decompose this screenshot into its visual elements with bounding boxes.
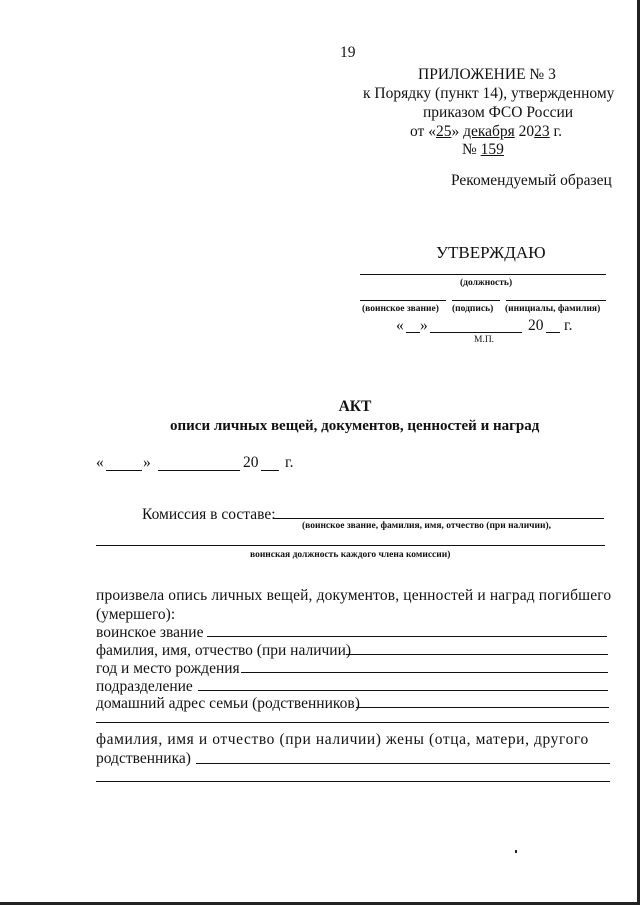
approval-date-open: «: [396, 317, 404, 334]
act-year-suffix: г.: [285, 454, 294, 471]
relative-extra-line: [96, 781, 610, 782]
order-date-prefix: от «: [410, 123, 436, 140]
act-month-line: [158, 470, 240, 471]
commission-line-1: [273, 518, 604, 519]
relative-line-1: фамилия, имя и отчество (при наличии) жены (отца, матери, другого: [96, 731, 589, 748]
position-line: [360, 274, 606, 275]
scan-speck: [515, 850, 517, 853]
position-caption: (должность): [460, 278, 513, 288]
approval-date-close: »: [420, 317, 428, 334]
approval-year-suffix: г.: [564, 317, 573, 334]
rank-caption: (воинское звание): [362, 304, 439, 314]
order-number-value: 159: [480, 141, 504, 158]
commission-caption-1: (воинское звание, фамилия, имя, отчество (при наличии),: [302, 521, 552, 531]
order-number-prefix: №: [462, 141, 481, 158]
approval-year-line: [546, 332, 560, 333]
commission-label: Комиссия в составе:: [142, 506, 276, 523]
approval-title: УТВЕРЖДАЮ: [436, 243, 546, 262]
field-address-label: домашний адрес семьи (родственников): [96, 695, 360, 712]
appendix-title: ПРИЛОЖЕНИЕ № 3: [418, 66, 556, 83]
field-address-line: [356, 707, 609, 708]
signature-caption: (подпись): [452, 304, 494, 314]
order-date-day: 25: [435, 123, 452, 140]
field-unit-label: подразделение: [96, 678, 193, 695]
field-birth-line: [241, 672, 608, 673]
field-name-label: фамилия, имя, отчество (при наличии): [96, 642, 352, 659]
rank-line: [360, 300, 446, 301]
approval-year-prefix: 20: [528, 317, 544, 334]
name-caption: (инициалы, фамилия): [505, 304, 601, 314]
relative-line: [196, 763, 610, 764]
act-date-open: «: [96, 454, 104, 471]
appendix-order-issuer: приказом ФСО России: [423, 104, 574, 121]
act-year-line: [261, 470, 279, 471]
signature-line: [452, 300, 500, 301]
approval-day-line: [406, 332, 420, 333]
order-date-mid: »: [451, 123, 464, 140]
address-extra-line: [96, 722, 609, 723]
field-rank-line: [207, 636, 607, 637]
appendix-order-ref: к Порядку (пункт 14), утвержденному: [363, 85, 615, 102]
act-date-close: »: [143, 454, 151, 471]
field-unit-line: [198, 690, 608, 691]
act-title: АКТ: [338, 398, 372, 415]
field-name-line: [346, 654, 608, 655]
commission-line-2: [96, 545, 605, 546]
order-date-month: декабря: [463, 123, 515, 140]
act-day-line: [106, 470, 142, 471]
field-birth-label: год и место рождения: [96, 660, 240, 677]
stamp-label: М.П.: [474, 335, 495, 345]
commission-caption-2: воинская должность каждого члена комиссии): [250, 550, 451, 560]
act-subtitle: описи личных вещей, документов, ценностей и наград: [170, 418, 540, 434]
order-date-year: 23: [534, 123, 550, 140]
name-line: [506, 300, 606, 301]
intro-line-2: (умершего):: [96, 606, 176, 623]
act-year-prefix: 20: [243, 454, 259, 471]
recommended-sample-label: Рекомендуемый образец: [451, 172, 612, 189]
appendix-order-date: [410, 123, 562, 141]
field-rank-label: воинское звание: [96, 624, 204, 641]
order-date-year-prefix: 20: [514, 123, 535, 140]
order-date-suffix: г.: [549, 123, 563, 140]
approval-month-line: [430, 332, 522, 333]
page-number: 19: [340, 44, 356, 61]
appendix-order-number: [462, 141, 504, 159]
relative-line-2: родственника): [96, 750, 191, 767]
intro-line-1: произвела опись личных вещей, документов, ценностей и наград погибшего: [96, 587, 612, 604]
